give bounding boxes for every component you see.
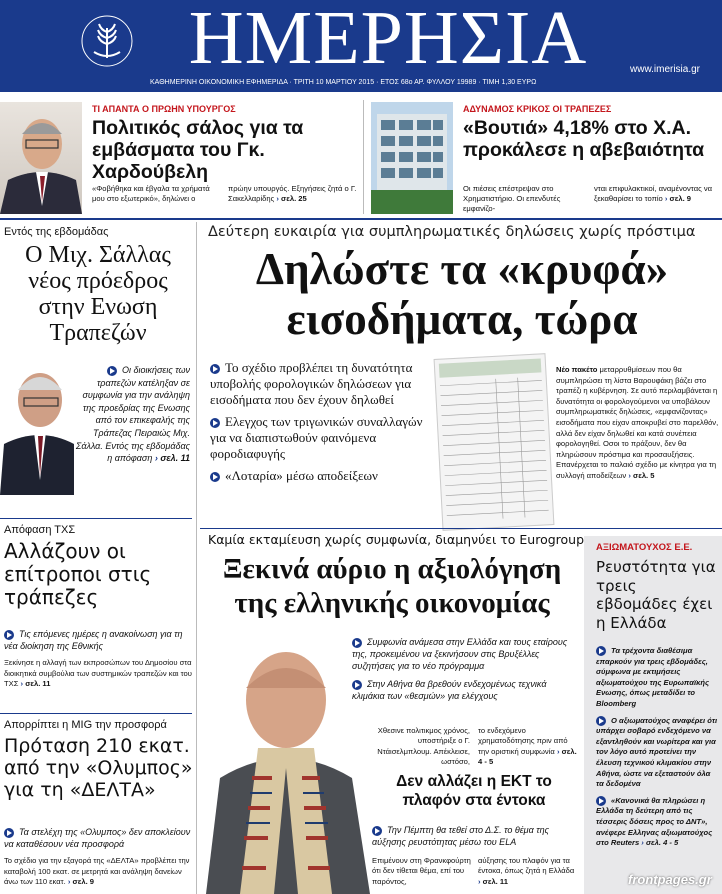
top-left-headline[interactable]: Πολιτικός σάλος για τα εμβάσματα του Γκ. Χαρδούβελη (92, 117, 304, 183)
top-left-col2: πρώην υπουργός. Εξηγήσεις ζητά ο Γ. Σακελλαρίδης › σελ. 25 (228, 184, 357, 203)
ekt-col2-text: αύξησης του πλαφόν για τα έντοκα, όπως ζητά η Ελλάδα (478, 856, 575, 876)
bullet-icon (210, 418, 220, 428)
euro-bullet-1-text: Συμφωνία ανάμεσα στην Ελλάδα και τους εταίρους της, προκειμένου να ξεκινήσουν στις Βρυξέλλες συζητήσεις για το νέο πρόγραμμα (352, 637, 568, 671)
top-left-kicker: ΤΙ ΑΠΑΝΤΑ Ο ΠΡΩΗΝ ΥΠΟΥΡΓΟΣ (92, 104, 236, 114)
portrait-image (200, 628, 374, 894)
left2-bullet-text: Τις επόμενες ημέρες η ανακοίνωση για τη νέα διοίκηση της Εθνικής (4, 629, 183, 651)
left1-headline[interactable]: Ο Μιχ. Σάλλας νέος πρόεδρος στην Ενωση Τραπεζών (25, 242, 171, 346)
main-ref[interactable]: σελ. 5 (633, 470, 655, 480)
left3-bullet-text: Τα στελέχη της «Ολυμπος» δεν αποκλείουν να καταθέσουν νέα προσφορά (4, 827, 191, 849)
main-bullet-2 (210, 414, 436, 462)
left2-headline[interactable]: Αλλάζουν οι επίτροποι στις τράπεζες (4, 539, 152, 609)
top-divider (363, 100, 364, 214)
main-bullet-3 (210, 468, 436, 484)
masthead-title: ΗΜΕΡΗΣΙΑ (188, 0, 588, 80)
left1-ref[interactable]: σελ. 11 (160, 453, 190, 464)
top-left-col1: «Φοβήθηκα και έβγαλα τα χρήματά μου στο εξωτερικό», δηλώνει ο (92, 184, 210, 203)
left-column-divider (196, 222, 197, 894)
euro-col2-text: το ενδεχόμενο χρηματοδότησης πριν από την οριστική συμφωνία (478, 726, 568, 756)
top-right-ref[interactable]: σελ. 9 (669, 194, 692, 203)
bullet-icon (4, 630, 14, 640)
left3-headline[interactable]: Πρόταση 210 εκατ. από την «Ολυμπος» για τη «ΔΕΛΤΑ» (4, 735, 193, 801)
right-bullet-3: «Κανονικά θα πληρώσει η Ελλάδα τη δεύτερη από τις τέσσερις δόσεις προς το ΔΝΤ», ανέφερε Ελληνας αξιωματούχος στο Reuters › σελ. 4 - 5 (596, 795, 713, 848)
top-left-ref[interactable]: σελ. 25 (281, 194, 307, 203)
left-rule-2 (0, 713, 192, 714)
left2-kicker: Απόφαση ΤΧΣ (4, 524, 76, 536)
masthead (0, 0, 722, 92)
right-box (584, 536, 722, 894)
photo-varoufakis (200, 628, 374, 894)
euro-col1: Χθεσινε πολιτικμος χρόνος, υποστήριξε ο Γ. Ντάισελμπλουμ. Απέκλεισε, ωστόσο, (377, 726, 470, 767)
photo-stock-exchange (371, 102, 453, 214)
ekt-bullet-text: Την Πέμπτη θα τεθεί στο Δ.Σ. το θέμα της αύξησης ρευστότητας μέσω του ELA (372, 825, 549, 847)
euro-kicker: Καμία εκταμίευση χωρίς συμφωνία, διαμηνύει το Eurogroup (208, 532, 585, 547)
ekt-bullet (372, 824, 578, 848)
euro-headline[interactable]: Ξεκινά αύριο η αξιολόγηση της ελληνικής οικονομίας (222, 553, 562, 619)
right-bullet-2 (596, 716, 718, 790)
euro-ref[interactable]: σελ. 4 - 5 (478, 746, 577, 767)
left3-text: Το σχέδιο για την εξαγορά της «ΔΕΛΤΑ» προβλέπει την καταβολή 100 εκατ. σε μετρητά και ανάληψη δανείων άνω των 110 εκατ. › σελ. 9 (4, 856, 190, 886)
right-headline[interactable]: Ρευστότητα για τρεις εβδομάδες έχει η Ελλάδα (596, 558, 716, 632)
left2-text-body: Ξεκίνησε η αλλαγή των εκπροσώπων του Δημοσίου στα διοικητικά συμβούλια των συστημικών τραπεζών και του ΤΧΣ (4, 658, 192, 688)
top-right-col1: Οι πιέσεις επέστρεψαν στο Χρηματιστήριο. Οι επενδυτές εμφανίζο- (463, 184, 561, 213)
ekt-col2: αύξησης του πλαφόν για τα έντοκα, όπως ζητά η Ελλάδα › σελ. 11 (478, 856, 575, 886)
wheat-emblem-icon (80, 14, 134, 68)
euro-bullet-2-text: Στην Αθήνα θα βρεθούν ενδεχομένως τεχνικά κλιμάκια των «θεσμών» για ελέγχους (352, 679, 547, 701)
ekt-headline[interactable]: Δεν αλλάζει η ΕΚΤ το πλαφόν στα έντοκα (396, 773, 552, 809)
bullet-icon (596, 646, 606, 656)
right-bullets (596, 646, 718, 849)
left2-text: Ξεκίνησε η αλλαγή των εκπροσώπων του Δημοσίου στα διοικητικά συμβούλια των συστημικών τραπεζών και του ΤΧΣ › σελ. 11 (4, 658, 192, 688)
bullet-icon (352, 680, 362, 690)
top-right-headline[interactable]: «Βουτιά» 4,18% στο Χ.Α. προκάλεσε η αβεβαιότητα (463, 117, 705, 161)
bullet-icon (4, 828, 14, 838)
portrait-image (0, 360, 74, 495)
left3-text-body: Το σχέδιο για την εξαγορά της «ΔΕΛΤΑ» προβλέπει την καταβολή 100 εκατ. σε μετρητά και ανάληψη δανείων άνω των 110 εκατ. (4, 856, 190, 886)
left1-text: Οι διοικήσεις των τραπεζών κατέληξαν σε συμφωνία για την ανάληψη της προεδρίας της Ενωσης από τον επικεφαλής της Τράπεζας Πειραιώς Μιχ. Σάλλα. Εντός της εβδομάδας η απόφαση › σελ. 11 (75, 365, 190, 464)
bullet-icon (210, 364, 220, 374)
left-rule-1 (0, 518, 192, 519)
top-right-kicker: ΑΔΥΝΑΜΟΣ ΚΡΙΚΟΣ ΟΙ ΤΡΑΠΕΖΕΣ (463, 104, 612, 114)
left3-bullet (4, 826, 192, 850)
ekt-ref[interactable]: σελ. 11 (482, 876, 508, 886)
tax-form-image (434, 353, 555, 531)
main-bullet-1 (210, 360, 436, 408)
logo-emblem (80, 14, 134, 68)
document-form-icon (435, 354, 554, 530)
left2-bullet (4, 628, 192, 652)
main-bullets (210, 360, 436, 484)
watermark: frontpages.gr (628, 872, 712, 887)
right-bullet-1-text: Τα τρέχοντα διαθέσιμα επαρκούν για τρεις εβδομάδες, σύμφωνα με εκτιμήσεις αξιωματούχου της Ευρωπαϊκής Ενωσης, όπως μεταδίδει το Bloomberg (596, 646, 710, 708)
top-right-col2: νται επιφυλακτικοί, αναμένοντας να ξεκαθαρίσει το τοπίο › σελ. 9 (594, 184, 713, 203)
building-image (371, 102, 453, 214)
main-side-body: μεταρρυθμίσεων που θα συμπληρώσει τη λίστα Βαρουφάκη βάζει στο τραπέζι η κυβέρνηση. Σε αυτό περιλαμβάνεται η δυνατότητα οι φορολογούμενοι να υποβάλουν συμπληρωματικές δηλώσεις, «εμφανίζοντας» εισοδήματα που είχαν αποκρυβεί στο παρελθόν, αλλά δεν είχαν δηλωθεί και κατά συνέπεια φορολογηθεί. Οσοι το πράξουν, δεν θα πληρώσουν πρόστιμα και προσαυξήσεις. Επανέρχεται το παλαιό σχέδιο με κίνητρα για τη συλλογή αποδείξεων (556, 365, 719, 480)
right-bullet-1 (596, 646, 718, 710)
main-side-text: Νέο πακέτο μεταρρυθμίσεων που θα συμπληρώσει τη λίστα Βαρουφάκη βάζει στο τραπέζι η κυβέρνηση. Σε αυτό περιλαμβάνεται η δυνατότητα οι φορολογούμενοι να υποβάλουν συμπληρωματικές δηλώσεις, «εμφανίζοντας» εισοδήματα που είχαν αποκρυβεί στο παρελθόν, αλλά δεν είχαν δηλωθεί και κατά συνέπεια φορολογηθεί. Οσοι το πράξουν, δεν θα πληρώσουν πρόστιμα και προσαυξήσεις. Επανέρχεται το παλαιό σχέδιο με κίνητρα για τη συλλογή αποδείξεων › σελ. 5 (556, 365, 719, 480)
main-rule (200, 528, 722, 529)
euro-bullets (352, 636, 578, 702)
euro-bullet-2 (352, 678, 578, 702)
euro-col2: το ενδεχόμενο χρηματοδότησης πριν από την οριστική συμφωνία › σελ. 4 - 5 (478, 726, 577, 767)
top-left-col2-text: πρώην υπουργός. Εξηγήσεις ζητά ο Γ. Σακελλαρίδης (228, 184, 357, 203)
photo-sallas (0, 360, 74, 495)
main-headline[interactable]: Δηλώστε τα «κρυφά» εισοδήματα, τώρα (255, 244, 669, 344)
right-bullet-3-text: «Κανονικά θα πληρώσει η Ελλάδα τη δεύτερη από τις τέσσερις δόσεις προς το ΔΝΤ», ανέφερε Ελληνας αξιωματούχος στο Reuters (596, 795, 713, 848)
left3-kicker: Απορρίπτει η MIG την προσφορά (4, 719, 167, 731)
right-kicker: ΑΞΙΩΜΑΤΟΥΧΟΣ Ε.Ε. (596, 542, 693, 553)
main-kicker: Δεύτερη ευκαιρία για συμπληρωματικές δηλώσεις χωρίς πρόστιμα (208, 224, 696, 240)
right-bullet-2-text: Ο αξιωματούχος αναφέρει ότι υπάρχει σοβαρό ενδεχόμενο να εξαντληθούν και νωρίτερα και για τον λόγο αυτό προτείνει την έλευση τεχνικού κλιμακίου στην Αθήνα, ώστε να εξεταστούν όλα τα δεδομένα (596, 715, 718, 789)
right-ref[interactable]: σελ. 4 - 5 (645, 838, 679, 848)
bullet-icon (352, 638, 362, 648)
euro-bullet-1 (352, 636, 578, 672)
masthead-url[interactable]: www.imerisia.gr (630, 64, 701, 75)
left2-ref[interactable]: σελ. 11 (25, 679, 51, 688)
bullet-icon (107, 366, 117, 376)
main-bullet-1-text: Το σχέδιο προβλέπει τη δυνατότητα υποβολής φορολογικών δηλώσεων για εισοδήματα που δεν έχουν δηλωθεί (210, 360, 413, 407)
left3-ref[interactable]: σελ. 9 (72, 877, 95, 886)
bullet-icon (372, 826, 382, 836)
left1-kicker: Εντός της εβδομάδας (4, 226, 109, 238)
photo-chardouvelis (0, 102, 82, 214)
bullet-icon (596, 796, 606, 806)
portrait-image (0, 102, 82, 214)
main-side-lead: Νέο πακέτο (556, 365, 598, 374)
main-bullet-2-text: Ελεγχος των τριγωνικών συναλλαγών για να διαπιστωθούν φαινόμενα φοροδιαφυγής (210, 414, 423, 461)
bullet-icon (596, 716, 606, 726)
ekt-col1: Επιμένουν στη Φρανκφούρτη ότι δεν τίθεται θέμα, επί του παρόντος, (372, 856, 471, 886)
bullet-icon (210, 472, 220, 482)
section-rule (0, 218, 722, 220)
masthead-tagline: ΚΑΘΗΜΕΡΙΝΗ ΟΙΚΟΝΟΜΙΚΗ ΕΦΗΜΕΡΙΔΑ · ΤΡΙΤΗ 10 ΜΑΡΤΙΟΥ 2015 · ΕΤΟΣ 68ο ΑΡ. ΦΥΛΛΟΥ 19989 · ΤΙΜΗ 1,30 ΕΥΡΩ (150, 79, 537, 86)
main-bullet-3-text: «Λοταρία» μέσω αποδείξεων (225, 468, 378, 483)
top-right-col2-text: νται επιφυλακτικοί, αναμένοντας να ξεκαθαρίσει το τοπίο (594, 184, 713, 203)
left1-text-body: Οι διοικήσεις των τραπεζών κατέληξαν σε συμφωνία για την ανάληψη της προεδρίας της Ενωσης από τον επικεφαλής της Τράπεζας Πειραιώς Μιχ. Σάλλα. Εντός της εβδομάδας η απόφαση (75, 365, 190, 464)
